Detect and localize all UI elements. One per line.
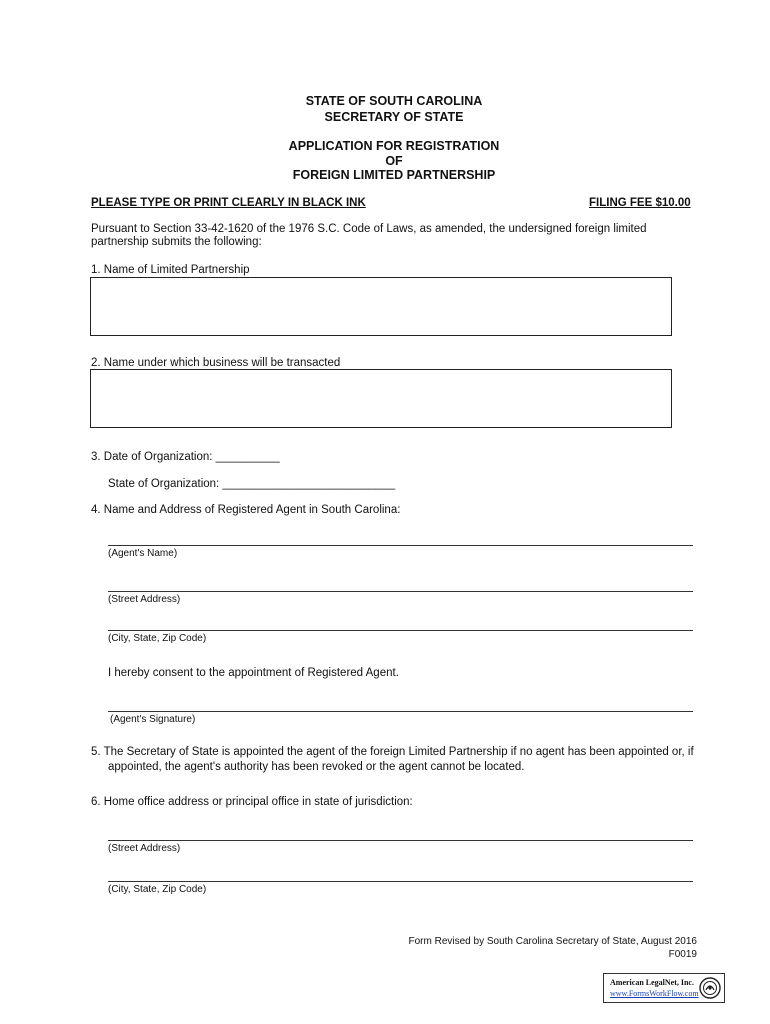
logo-company-name: American LegalNet, Inc. [610, 978, 694, 987]
home-street-caption: (Street Address) [108, 843, 181, 854]
partnership-name-field[interactable] [90, 277, 672, 336]
item6-label: 6. Home office address or principal office in state of jurisdiction: [91, 796, 413, 808]
seal-icon [699, 977, 721, 999]
agent-name-caption: (Agent's Name) [108, 548, 178, 559]
header-state: STATE OF SOUTH CAROLINA [305, 94, 483, 108]
filing-fee: FILING FEE $10.00 [589, 197, 691, 209]
item1-label: 1. Name of Limited Partnership [91, 264, 250, 276]
header-office: SECRETARY OF STATE [324, 110, 464, 124]
agent-city-caption: (City, State, Zip Code) [108, 633, 207, 644]
agent-signature-caption: (Agent's Signature) [110, 714, 196, 725]
business-name-field[interactable] [90, 369, 672, 428]
home-street-line[interactable] [108, 840, 693, 841]
item4-label: 4. Name and Address of Registered Agent in South Carolina: [91, 504, 401, 516]
state-of-organization[interactable]: State of Organization: ___________________________ [108, 478, 396, 490]
logo-url-link[interactable]: www.FormsWorkFlow.com [610, 989, 699, 998]
item5-line2: appointed, the agent's authority has been revoked or the agent cannot be located. [108, 761, 525, 773]
form-title-line1: APPLICATION FOR REGISTRATION [288, 139, 500, 153]
agent-city-line[interactable] [108, 630, 693, 631]
form-number: F0019 [668, 949, 697, 960]
intro-text-line2: partnership submits the following: [91, 236, 262, 248]
consent-statement: I hereby consent to the appointment of Registered Agent. [108, 667, 399, 679]
item2-label: 2. Name under which business will be transacted [91, 357, 341, 369]
form-title-line3: FOREIGN LIMITED PARTNERSHIP [292, 168, 496, 182]
revision-note: Form Revised by South Carolina Secretary of State, August 2016 [408, 936, 697, 947]
agent-street-line[interactable] [108, 591, 693, 592]
item5-line1: 5. The Secretary of State is appointed the agent of the foreign Limited Partnership if no agent has been appointed or, if [91, 746, 694, 758]
form-title-line2: OF [385, 154, 403, 168]
date-of-organization[interactable]: 3. Date of Organization: __________ [91, 451, 280, 463]
american-legalnet-logo[interactable] [603, 973, 725, 1003]
print-instructions: PLEASE TYPE OR PRINT CLEARLY IN BLACK INK [91, 197, 366, 209]
home-city-line[interactable] [108, 881, 693, 882]
home-city-caption: (City, State, Zip Code) [108, 884, 207, 895]
intro-text-line1: Pursuant to Section 33-42-1620 of the 1976 S.C. Code of Laws, as amended, the undersigned foreign limited [91, 223, 647, 235]
agent-street-caption: (Street Address) [108, 594, 181, 605]
agent-name-line[interactable] [108, 545, 693, 546]
agent-signature-line[interactable] [108, 711, 693, 712]
